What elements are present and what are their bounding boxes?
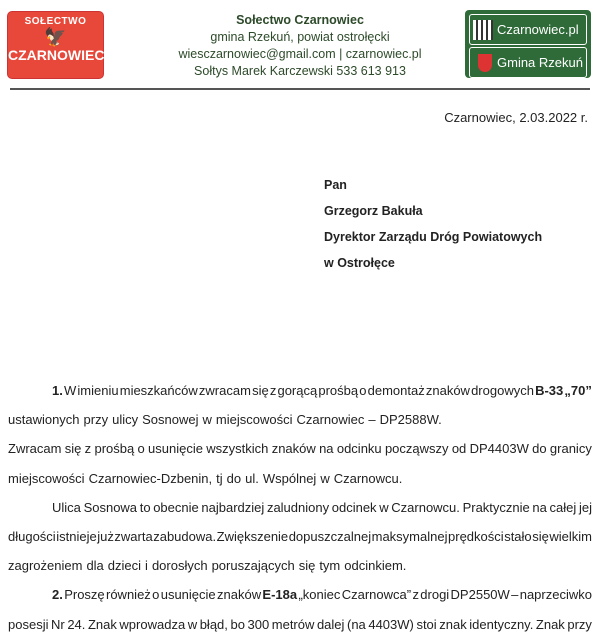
- letter-date: Czarnowiec, 2.03.2022 r.: [444, 110, 588, 125]
- letterhead: [150, 12, 450, 80]
- org-name: Sołectwo Czarnowiec: [236, 13, 364, 27]
- recipient-block: [324, 172, 542, 276]
- czarnowiec-badge: [469, 14, 587, 45]
- body-line: 2. Proszę również o usunięcie znaków E-18a „koniec Czarnowca” z drogi DP2550W – naprzeciwko: [52, 587, 592, 603]
- letter-body: [8, 376, 592, 639]
- qr-code-icon: [473, 20, 493, 40]
- badge-label: Czarnowiec.pl: [497, 22, 579, 37]
- gmina-badge: [469, 47, 587, 78]
- body-line: zagrożeniem dla dzieci i dorosłych poruszających się tym odcinkiem.: [8, 558, 407, 574]
- recipient-line: Dyrektor Zarządu Dróg Powiatowych: [324, 230, 543, 244]
- org-location: gmina Rzekuń, powiat ostrołęcki: [210, 30, 390, 44]
- org-contact: wiesczarnowiec@gmail.com | czarnowiec.pl: [178, 47, 422, 61]
- recipient-line: w Ostrołęce: [324, 256, 395, 270]
- logo-bottom-text: CZARNOWIEC: [8, 47, 105, 63]
- header-divider: [10, 88, 590, 90]
- body-line: 1. W imieniu mieszkańców zwracam się z gorącą prośbą o demontaż znaków drogowych B-33 „70”: [52, 383, 592, 398]
- crest-icon: [478, 54, 492, 72]
- body-line: ustawionych przy ulicy Sosnowej w miejscowości Czarnowiec – DP2588W.: [8, 412, 442, 428]
- body-line: Ulica Sosnowa to obecnie najbardziej zaludniony odcinek w Czarnowcu. Praktycznie na całej jej: [52, 499, 592, 515]
- body-line: miejscowości Czarnowiec-Dzbenin, tj do ul. Wspólnej w Czarnowcu.: [8, 470, 403, 486]
- solectwo-logo: [8, 12, 103, 78]
- body-line: Zwracam się z prośbą o usunięcie wszystkich znaków na odcinku począwszy od DP4403W do granicy: [8, 441, 592, 457]
- recipient-line: Grzegorz Bakuła: [324, 204, 423, 218]
- org-head: Sołtys Marek Karczewski 533 613 913: [194, 64, 406, 78]
- logo-top-text: SOŁECTWO: [24, 16, 87, 27]
- body-line: posesji Nr 24. Znak wprowadza w błąd, bo 300 metrów dalej (na 4403W) stoi znak identyczny. Znak przy: [8, 616, 592, 632]
- badge-label: Gmina Rzekuń: [497, 55, 583, 70]
- recipient-line: Pan: [324, 178, 347, 192]
- eagle-icon: 🦅: [44, 27, 67, 47]
- body-line: długości istnieje już zwarta zabudowa. Zwiększenie dopuszczalnej maksymalnej prędkości stało się wielkim: [8, 529, 592, 545]
- web-badges: [465, 10, 591, 78]
